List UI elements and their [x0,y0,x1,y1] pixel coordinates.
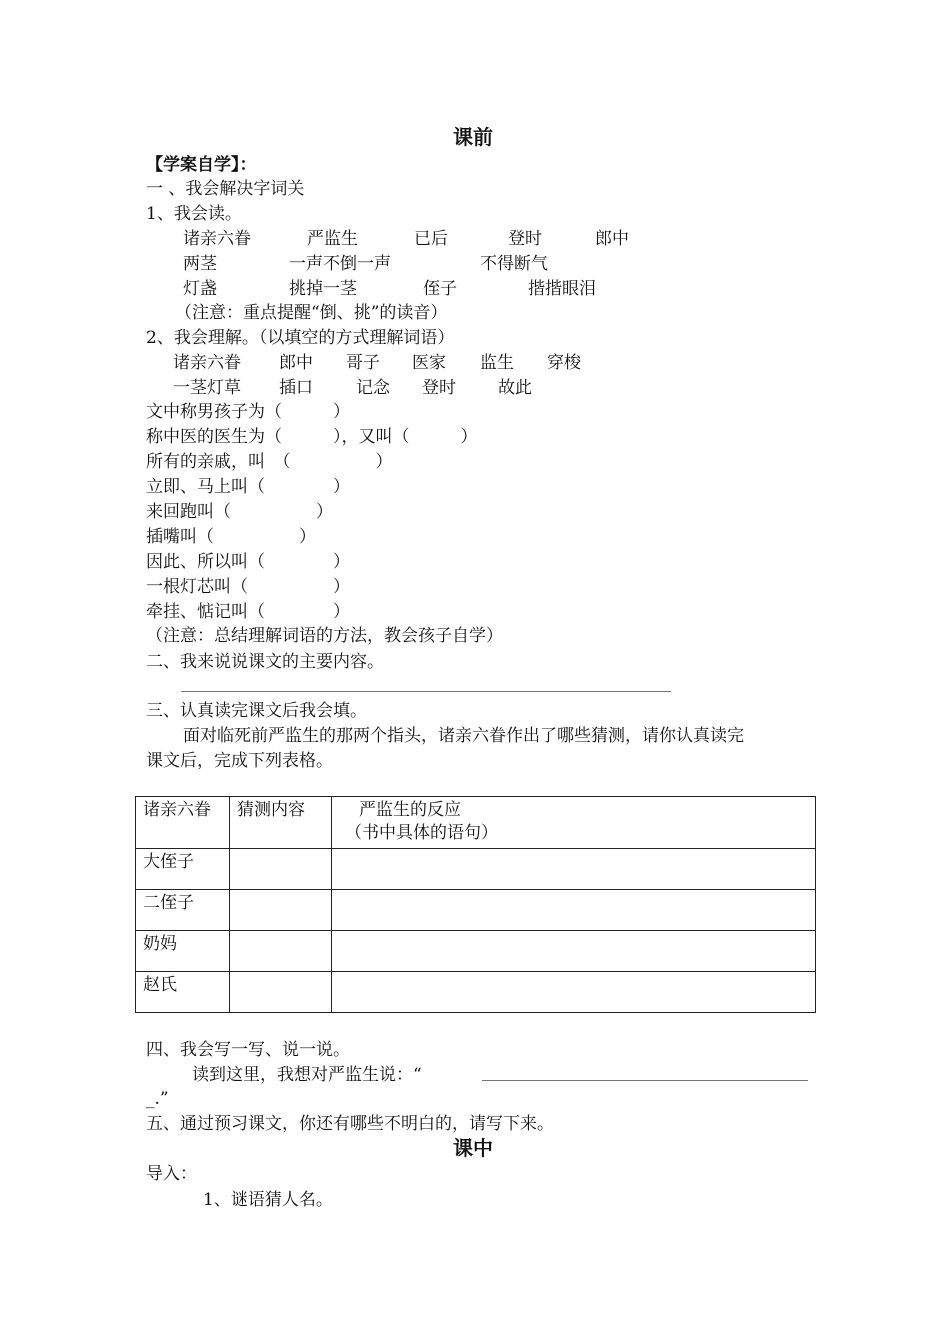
fill-in-line: 因此、所以叫（ ） [146,552,350,572]
page-title-in-class: 课中 [453,1136,493,1160]
reaction-cell[interactable] [332,890,816,931]
read-heading: 1、我会读。 [146,204,242,224]
intro-label: 导入： [146,1164,197,1184]
read-word: 灯盏 [183,279,217,299]
part3-paragraph-line1: 面对临死前严监生的那两个指头，诸亲六眷作出了哪些猜测，请你认真读完 [183,726,744,746]
fill-in-line: 称中医的医生为（ ），又叫（ ） [146,427,478,447]
read-word: 不得断气 [480,254,548,274]
fill-in-line: 来回跑叫（ ） [146,502,333,522]
read-word: 揩揩眼泪 [528,279,596,299]
read-word: 两茎 [183,254,217,274]
page-title-before-class: 课前 [453,125,493,149]
table-row [136,890,816,931]
guess-cell[interactable] [230,972,332,1013]
part2-heading: 二、我来说说课文的主要内容。 [146,652,384,672]
reaction-cell[interactable] [332,931,816,972]
part4-prompt: 读到这里，我想对严监生说：“ [192,1065,422,1085]
fill-in-line: 文中称男孩子为（ ） [146,402,350,422]
header-guess: 猜测内容 [230,797,332,849]
part1-heading: 一 、我会解决字词关 [146,179,305,199]
table-row [136,849,816,890]
row-label: 赵氏 [136,972,230,1013]
read-word: 诸亲六眷 [183,229,251,249]
part4-heading: 四、我会写一写、说一说。 [146,1040,350,1060]
guess-table [135,796,816,1013]
vocab-word: 插口 [279,378,313,398]
guess-cell[interactable] [230,931,332,972]
header-reaction [332,797,816,849]
vocab-word: 穿梭 [547,353,581,373]
intro-item: 1、谜语猜人名。 [203,1190,333,1210]
part3-heading: 三、认真读完课文后我会填。 [146,701,367,721]
reaction-cell[interactable] [332,972,816,1013]
read-word: 严监生 [307,229,358,249]
part4-end: _.” [146,1089,169,1109]
vocab-word: 登时 [422,378,456,398]
vocab-word: 一茎灯草 [173,378,241,398]
header-relatives: 诸亲六眷 [136,797,230,849]
read-word: 登时 [508,229,542,249]
row-label: 二侄子 [136,890,230,931]
section-label-text: 【学案自学】 [146,155,240,175]
table-row [136,972,816,1013]
section-label [146,154,257,176]
read-word: 一声不倒一声 [289,254,391,274]
read-word: 挑掉一茎 [289,279,357,299]
vocab-word: 郎中 [279,353,313,373]
vocab-word: 哥子 [346,353,380,373]
row-label: 大侄子 [136,849,230,890]
vocab-word: 医家 [412,353,446,373]
fill-in-line: 牵挂、惦记叫（ ） [146,602,350,622]
table-row [136,931,816,972]
fill-in-line: 立即、马上叫（ ） [146,477,350,497]
fill-in-line: 一根灯芯叫（ ） [146,577,350,597]
row-label: 奶妈 [136,931,230,972]
vocab-word: 故此 [498,378,532,398]
header-reaction-line1: 严监生的反应 [359,800,461,820]
reaction-cell[interactable] [332,849,816,890]
table-header-row [136,797,816,849]
read-word: 侄子 [423,279,457,299]
guess-cell[interactable] [230,849,332,890]
part5-heading: 五、通过预习课文，你还有哪些不明白的，请写下来。 [146,1114,554,1134]
vocab-word: 诸亲六眷 [173,353,241,373]
read-note: （注意：重点提醒“倒、挑”的读音） [175,303,448,323]
vocab-word: 记念 [356,378,390,398]
understand-note: （注意：总结理解词语的方法，教会孩子自学） [146,626,503,646]
guess-cell[interactable] [230,890,332,931]
vocab-word: 监生 [480,353,514,373]
read-word: 已后 [414,229,448,249]
understand-heading: 2、我会理解。（以填空的方式理解词语） [146,328,455,348]
summary-answer-line[interactable] [181,691,671,692]
read-word: 郎中 [595,229,629,249]
message-answer-line[interactable] [482,1080,808,1081]
fill-in-line: 所有的亲戚，叫 （ ） [146,452,393,472]
header-reaction-line2: （书中具体的语句） [345,823,498,843]
section-label-colon: ： [239,155,257,175]
part3-paragraph-line2: 课文后，完成下列表格。 [146,751,333,771]
fill-in-line: 插嘴叫（ ） [146,527,316,547]
